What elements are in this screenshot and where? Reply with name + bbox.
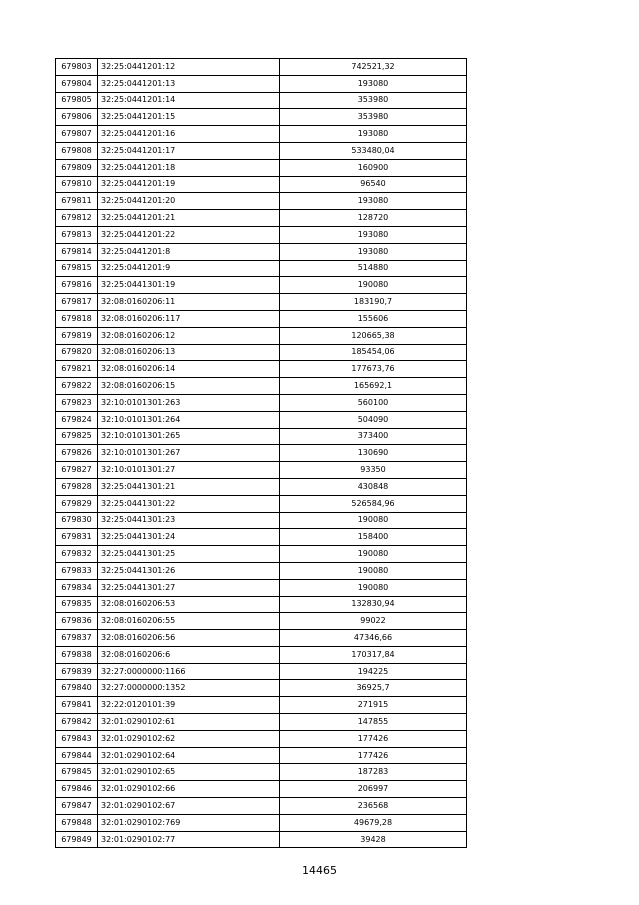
- value-cell: 533480,04: [280, 142, 467, 159]
- table-row: [56, 529, 467, 546]
- cadastral-number-cell: 32:08:0160206:12: [98, 327, 280, 344]
- table-row: [56, 596, 467, 613]
- record-id-cell: 679849: [56, 831, 98, 848]
- table-row: [56, 478, 467, 495]
- table-row: [56, 294, 467, 311]
- record-id-cell: 679829: [56, 495, 98, 512]
- value-cell: 560100: [280, 394, 467, 411]
- record-id-cell: 679809: [56, 159, 98, 176]
- table-row: [56, 781, 467, 798]
- cadastral-number-cell: 32:10:0101301:264: [98, 411, 280, 428]
- cadastral-number-cell: 32:08:0160206:13: [98, 344, 280, 361]
- cadastral-number-cell: 32:01:0290102:62: [98, 730, 280, 747]
- table-row: [56, 310, 467, 327]
- table-row: [56, 680, 467, 697]
- cadastral-number-cell: 32:08:0160206:6: [98, 646, 280, 663]
- table-row: [56, 142, 467, 159]
- record-id-cell: 679840: [56, 680, 98, 697]
- cadastral-number-cell: 32:10:0101301:263: [98, 394, 280, 411]
- cadastral-number-cell: 32:25:0441201:19: [98, 176, 280, 193]
- record-id-cell: 679830: [56, 512, 98, 529]
- table-row: [56, 75, 467, 92]
- cadastral-number-cell: 32:27:0000000:1166: [98, 663, 280, 680]
- table-row: [56, 630, 467, 647]
- record-id-cell: 679823: [56, 394, 98, 411]
- value-cell: 514880: [280, 260, 467, 277]
- cadastral-number-cell: 32:25:0441201:21: [98, 210, 280, 227]
- cadastral-number-cell: 32:01:0290102:64: [98, 747, 280, 764]
- table-row: [56, 714, 467, 731]
- record-id-cell: 679805: [56, 92, 98, 109]
- cadastral-number-cell: 32:25:0441301:23: [98, 512, 280, 529]
- record-id-cell: 679838: [56, 646, 98, 663]
- record-id-cell: 679837: [56, 630, 98, 647]
- cadastral-number-cell: 32:08:0160206:117: [98, 310, 280, 327]
- record-id-cell: 679836: [56, 613, 98, 630]
- value-cell: 155606: [280, 310, 467, 327]
- record-id-cell: 679804: [56, 75, 98, 92]
- table-row: [56, 613, 467, 630]
- value-cell: 36925,7: [280, 680, 467, 697]
- table-row: [56, 831, 467, 848]
- table-row: [56, 646, 467, 663]
- record-id-cell: 679808: [56, 142, 98, 159]
- cadastral-number-cell: 32:08:0160206:55: [98, 613, 280, 630]
- record-id-cell: 679817: [56, 294, 98, 311]
- table-row: [56, 663, 467, 680]
- record-id-cell: 679821: [56, 361, 98, 378]
- value-cell: 190080: [280, 562, 467, 579]
- value-cell: 353980: [280, 109, 467, 126]
- record-id-cell: 679841: [56, 697, 98, 714]
- record-id-cell: 679825: [56, 428, 98, 445]
- record-id-cell: 679833: [56, 562, 98, 579]
- cadastral-number-cell: 32:25:0441201:17: [98, 142, 280, 159]
- record-id-cell: 679848: [56, 814, 98, 831]
- record-id-cell: 679822: [56, 378, 98, 395]
- value-cell: 120665,38: [280, 327, 467, 344]
- value-cell: 194225: [280, 663, 467, 680]
- table-row: [56, 814, 467, 831]
- cadastral-number-cell: 32:01:0290102:61: [98, 714, 280, 731]
- value-cell: 504090: [280, 411, 467, 428]
- value-cell: 742521,32: [280, 59, 467, 76]
- table-row: [56, 730, 467, 747]
- record-id-cell: 679826: [56, 445, 98, 462]
- value-cell: 165692,1: [280, 378, 467, 395]
- record-id-cell: 679827: [56, 462, 98, 479]
- value-cell: 526584,96: [280, 495, 467, 512]
- table-row: [56, 277, 467, 294]
- table-row: [56, 394, 467, 411]
- record-id-cell: 679812: [56, 210, 98, 227]
- cadastral-number-cell: 32:08:0160206:15: [98, 378, 280, 395]
- record-id-cell: 679814: [56, 243, 98, 260]
- cadastral-number-cell: 32:25:0441201:12: [98, 59, 280, 76]
- value-cell: 353980: [280, 92, 467, 109]
- record-id-cell: 679828: [56, 478, 98, 495]
- value-cell: 373400: [280, 428, 467, 445]
- value-cell: 206997: [280, 781, 467, 798]
- cadastral-number-cell: 32:08:0160206:11: [98, 294, 280, 311]
- record-id-cell: 679811: [56, 193, 98, 210]
- cadastral-number-cell: 32:25:0441301:27: [98, 579, 280, 596]
- record-id-cell: 679843: [56, 730, 98, 747]
- record-id-cell: 679819: [56, 327, 98, 344]
- cadastral-number-cell: 32:25:0441301:21: [98, 478, 280, 495]
- cadastral-number-cell: 32:25:0441201:13: [98, 75, 280, 92]
- record-id-cell: 679815: [56, 260, 98, 277]
- record-id-cell: 679835: [56, 596, 98, 613]
- cadastral-number-cell: 32:22:0120101:39: [98, 697, 280, 714]
- table-row: [56, 92, 467, 109]
- table-row: [56, 798, 467, 815]
- value-cell: 193080: [280, 126, 467, 143]
- table-row: [56, 462, 467, 479]
- record-id-cell: 679806: [56, 109, 98, 126]
- value-cell: 193080: [280, 243, 467, 260]
- table-row: [56, 126, 467, 143]
- table-row: [56, 378, 467, 395]
- value-cell: 128720: [280, 210, 467, 227]
- record-id-cell: 679820: [56, 344, 98, 361]
- record-id-cell: 679816: [56, 277, 98, 294]
- cadastral-number-cell: 32:01:0290102:67: [98, 798, 280, 815]
- table-row: [56, 193, 467, 210]
- value-cell: 39428: [280, 831, 467, 848]
- cadastral-number-cell: 32:08:0160206:53: [98, 596, 280, 613]
- value-cell: 185454,06: [280, 344, 467, 361]
- cadastral-number-cell: 32:01:0290102:769: [98, 814, 280, 831]
- cadastral-number-cell: 32:25:0441201:22: [98, 226, 280, 243]
- table-row: [56, 747, 467, 764]
- table-row: [56, 579, 467, 596]
- value-cell: 96540: [280, 176, 467, 193]
- table-row: [56, 562, 467, 579]
- value-cell: 93350: [280, 462, 467, 479]
- value-cell: 190080: [280, 277, 467, 294]
- cadastral-number-cell: 32:27:0000000:1352: [98, 680, 280, 697]
- table-row: [56, 411, 467, 428]
- value-cell: 193080: [280, 193, 467, 210]
- record-id-cell: 679845: [56, 764, 98, 781]
- record-id-cell: 679831: [56, 529, 98, 546]
- record-id-cell: 679818: [56, 310, 98, 327]
- value-cell: 147855: [280, 714, 467, 731]
- registry-table-body: [56, 59, 467, 848]
- value-cell: 430848: [280, 478, 467, 495]
- record-id-cell: 679842: [56, 714, 98, 731]
- value-cell: 190080: [280, 512, 467, 529]
- table-row: [56, 260, 467, 277]
- record-id-cell: 679846: [56, 781, 98, 798]
- cadastral-number-cell: 32:01:0290102:65: [98, 764, 280, 781]
- cadastral-number-cell: 32:10:0101301:27: [98, 462, 280, 479]
- table-row: [56, 59, 467, 76]
- value-cell: 190080: [280, 546, 467, 563]
- cadastral-number-cell: 32:25:0441301:19: [98, 277, 280, 294]
- record-id-cell: 679839: [56, 663, 98, 680]
- cadastral-number-cell: 32:10:0101301:265: [98, 428, 280, 445]
- value-cell: 271915: [280, 697, 467, 714]
- table-row: [56, 445, 467, 462]
- record-id-cell: 679824: [56, 411, 98, 428]
- record-id-cell: 679834: [56, 579, 98, 596]
- cadastral-number-cell: 32:25:0441201:14: [98, 92, 280, 109]
- record-id-cell: 679807: [56, 126, 98, 143]
- table-row: [56, 243, 467, 260]
- value-cell: 49679,28: [280, 814, 467, 831]
- value-cell: 236568: [280, 798, 467, 815]
- value-cell: 187283: [280, 764, 467, 781]
- table-row: [56, 159, 467, 176]
- table-row: [56, 210, 467, 227]
- cadastral-number-cell: 32:25:0441201:9: [98, 260, 280, 277]
- record-id-cell: 679832: [56, 546, 98, 563]
- table-row: [56, 176, 467, 193]
- record-id-cell: 679803: [56, 59, 98, 76]
- cadastral-number-cell: 32:25:0441201:20: [98, 193, 280, 210]
- value-cell: 177426: [280, 730, 467, 747]
- value-cell: 158400: [280, 529, 467, 546]
- cadastral-number-cell: 32:08:0160206:14: [98, 361, 280, 378]
- record-id-cell: 679813: [56, 226, 98, 243]
- table-row: [56, 109, 467, 126]
- cadastral-number-cell: 32:25:0441201:16: [98, 126, 280, 143]
- table-row: [56, 428, 467, 445]
- cadastral-number-cell: 32:10:0101301:267: [98, 445, 280, 462]
- registry-table: [55, 58, 467, 848]
- cadastral-number-cell: 32:08:0160206:56: [98, 630, 280, 647]
- cadastral-number-cell: 32:25:0441301:24: [98, 529, 280, 546]
- value-cell: 130690: [280, 445, 467, 462]
- value-cell: 193080: [280, 226, 467, 243]
- value-cell: 160900: [280, 159, 467, 176]
- page-number: 14465: [302, 864, 337, 877]
- cadastral-number-cell: 32:25:0441301:22: [98, 495, 280, 512]
- table-row: [56, 344, 467, 361]
- value-cell: 177426: [280, 747, 467, 764]
- table-row: [56, 512, 467, 529]
- cadastral-number-cell: 32:25:0441201:18: [98, 159, 280, 176]
- table-row: [56, 226, 467, 243]
- cadastral-number-cell: 32:25:0441201:15: [98, 109, 280, 126]
- value-cell: 170317,84: [280, 646, 467, 663]
- table-row: [56, 361, 467, 378]
- cadastral-number-cell: 32:01:0290102:77: [98, 831, 280, 848]
- value-cell: 99022: [280, 613, 467, 630]
- record-id-cell: 679847: [56, 798, 98, 815]
- table-row: [56, 764, 467, 781]
- value-cell: 193080: [280, 75, 467, 92]
- record-id-cell: 679810: [56, 176, 98, 193]
- cadastral-number-cell: 32:25:0441301:26: [98, 562, 280, 579]
- table-row: [56, 697, 467, 714]
- value-cell: 132830,94: [280, 596, 467, 613]
- value-cell: 177673,76: [280, 361, 467, 378]
- table-row: [56, 546, 467, 563]
- cadastral-number-cell: 32:25:0441301:25: [98, 546, 280, 563]
- value-cell: 190080: [280, 579, 467, 596]
- table-row: [56, 495, 467, 512]
- table-row: [56, 327, 467, 344]
- record-id-cell: 679844: [56, 747, 98, 764]
- cadastral-number-cell: 32:01:0290102:66: [98, 781, 280, 798]
- value-cell: 47346,66: [280, 630, 467, 647]
- value-cell: 183190,7: [280, 294, 467, 311]
- cadastral-number-cell: 32:25:0441201:8: [98, 243, 280, 260]
